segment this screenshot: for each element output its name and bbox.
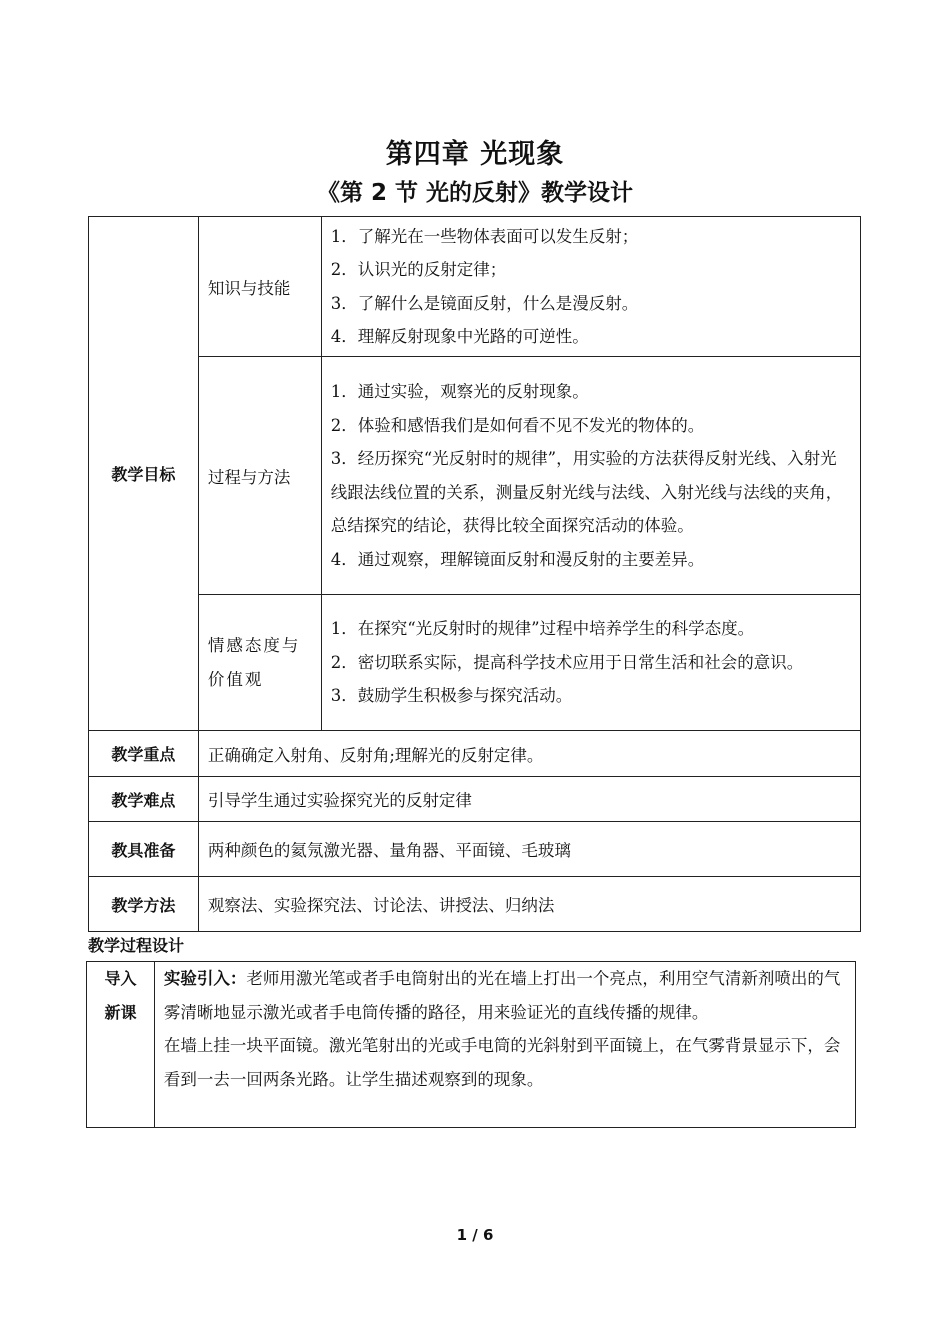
- process-item: 3．经历探究“光反射时的规律”，用实验的方法获得反射光线、入射光线跟法线位置的关系，测量反射光线与法线、入射光线与法线的夹角，总结探究的结论，获得比较全面探究活动的体验。: [330, 449, 843, 535]
- intro-para2: 在墙上挂一块平面镜。激光笔射出的光或手电筒的光斜射到平面镜上，在气雾背景显示下，会看到一去一回两条光路。让学生描述观察到的现象。: [163, 1036, 841, 1089]
- process-item: 2．体验和感悟我们是如何看不见不发光的物体的。: [330, 415, 705, 435]
- process-items: [321, 357, 860, 595]
- attitude-label: 情感态度与价值观: [198, 595, 321, 731]
- intro-content: [154, 962, 855, 1128]
- knowledge-item: 4．理解反射现象中光路的可逆性。: [330, 327, 589, 346]
- difficulty-value: 引导学生通过实验探究光的反射定律: [198, 777, 860, 822]
- lesson-title: 《第 2 节 光的反射》教学设计: [316, 180, 634, 206]
- attitude-item: 1．在探究“光反射时的规律”过程中培养学生的科学态度。: [330, 619, 755, 639]
- process-label: 过程与方法: [198, 357, 321, 595]
- process-item: 1．通过实验，观察光的反射现象。: [330, 382, 589, 401]
- knowledge-items: [321, 217, 860, 357]
- process-item: 4．通过观察，理解镜面反射和漫反射的主要差异。: [330, 549, 705, 569]
- key-point-value: 正确确定入射角、反射角;理解光的反射定律。: [198, 731, 860, 777]
- knowledge-label: 知识与技能: [198, 217, 321, 357]
- knowledge-item: 3．了解什么是镜面反射，什么是漫反射。: [330, 293, 639, 313]
- intro-para1-text: 老师用激光笔或者手电筒射出的光在墙上打出一个亮点，利用空气清新剂喷出的气雾清晰地显示激光或者手电筒传播的路径，用来验证光的直线传播的规律。: [163, 969, 841, 1022]
- intro-label-line: 新课: [104, 1002, 137, 1022]
- intro-label-line: 导入: [104, 969, 137, 988]
- knowledge-item: 1．了解光在一些物体表面可以发生反射；: [330, 226, 639, 246]
- intro-lead: 实验引入：: [163, 969, 247, 988]
- attitude-item: 2．密切联系实际，提高科学技术应用于日常生活和社会的意识。: [330, 652, 804, 672]
- process-section-title: 教学过程设计: [88, 936, 185, 955]
- intro-para1: [164, 962, 846, 1029]
- intro-label: [87, 962, 155, 1128]
- process-table: [86, 961, 856, 1128]
- attitude-items: [321, 595, 860, 731]
- teaching-info-table: [88, 216, 861, 932]
- key-point-label: 教学重点: [89, 731, 199, 777]
- goals-label: 教学目标: [89, 217, 199, 731]
- page-number: 1 / 6: [456, 1226, 494, 1244]
- chapter-title: 第四章 光现象: [385, 139, 565, 170]
- method-label: 教学方法: [89, 877, 199, 932]
- equipment-value: 两种颜色的氦氖激光器、量角器、平面镜、毛玻璃: [198, 822, 860, 877]
- equipment-label: 教具准备: [89, 822, 199, 877]
- method-value: 观察法、实验探究法、讨论法、讲授法、归纳法: [198, 877, 860, 932]
- attitude-item: 3．鼓励学生积极参与探究活动。: [330, 686, 573, 706]
- knowledge-item: 2．认识光的反射定律；: [330, 260, 507, 279]
- difficulty-label: 教学难点: [89, 777, 199, 822]
